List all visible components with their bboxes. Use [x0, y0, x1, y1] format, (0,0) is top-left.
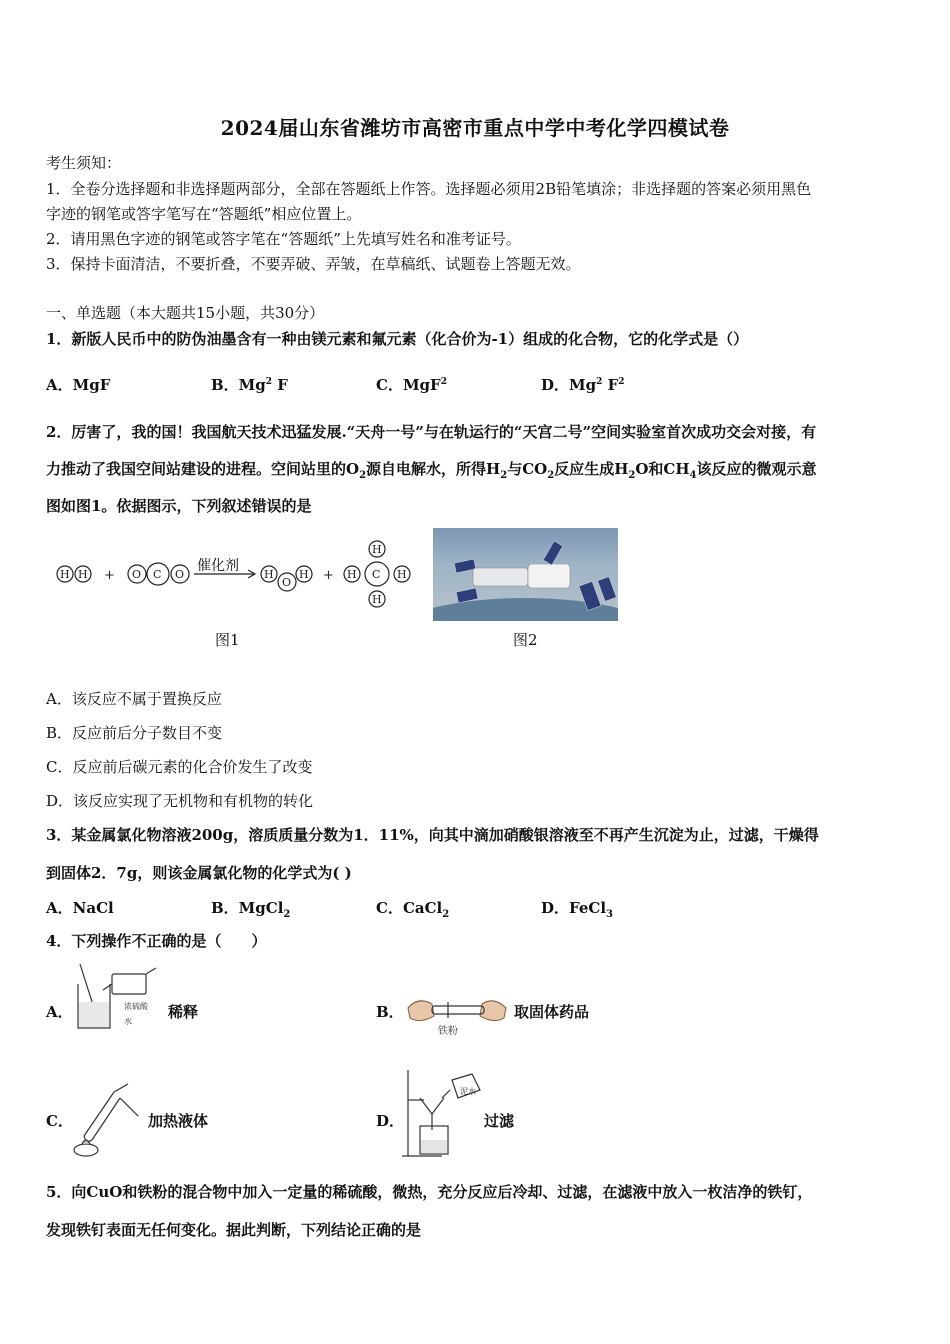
q2-option-b[interactable]: B．反应前后分子数目不变	[46, 724, 223, 742]
water-molecule	[261, 566, 312, 591]
notice-item: 2．请用黑色字迹的钢笔或答字笔在“答题纸”上先填写姓名和准考证号。	[46, 230, 521, 248]
question-2-line1: 2．厉害了，我的国！我国航天技术迅猛发展.“天舟一号”与在轨运行的“天宫二号”空间实验室首次成功交会对接，有	[46, 423, 817, 441]
hydrogen-molecule	[57, 566, 91, 582]
svg-text:H: H	[372, 593, 382, 606]
dilution-beaker-icon	[72, 962, 164, 1034]
question-3-line2: 到固体2．7g，则该金属氯化物的化学式为( )	[46, 864, 352, 882]
q4-option-a-text: 稀释	[168, 1003, 199, 1021]
q4-option-c-label[interactable]: C．	[46, 1112, 73, 1130]
question-2-line3: 图如图1。依据图示，下列叙述错误的是	[46, 497, 312, 515]
space-station-photo	[433, 528, 618, 621]
section-heading: 一、单选题（本大题共15小题，共30分）	[46, 304, 325, 322]
q3-option-c[interactable]: C．CaCl$_2$	[376, 899, 450, 920]
q1-option-b[interactable]: B．Mg$^2$ F	[211, 376, 288, 394]
question-2-line2: 力推动了我国空间站建设的进程。空间站里的$O_2$源自电解水，所得$H_2$与$CO_2$反应生成$H_2O$和$CH_4$该反应的微观示意	[46, 460, 817, 481]
notice-heading: 考生须知：	[46, 154, 122, 172]
filtration-icon	[402, 1068, 484, 1160]
heating-liquid-icon	[70, 1078, 146, 1158]
q1-option-c[interactable]: C．MgF$^2$	[376, 376, 447, 394]
catalyst-label: 催化剂	[197, 558, 239, 574]
question-5-line1: 5．向CuO和铁粉的混合物中加入一定量的稀硫酸，微热，充分反应后冷却、过滤，在滤液中放入一枚洁净的铁钉，	[46, 1183, 813, 1201]
question-1-stem: 1．新版人民币中的防伪油墨含有一种由镁元素和氟元素（化合价为-1）组成的化合物，它的化学式是（）	[46, 330, 749, 348]
svg-text:O: O	[132, 568, 142, 581]
q4-option-a-label[interactable]: A．	[46, 1003, 73, 1021]
label-muddy-water: 泥水	[460, 1087, 476, 1096]
q2-option-d[interactable]: D．该反应实现了无机物和有机物的转化	[46, 792, 314, 810]
q1-option-d[interactable]: D．Mg$^2$ $F^2$	[541, 376, 625, 394]
q3-option-d[interactable]: D．FeCl$_3$	[541, 899, 613, 920]
svg-text:H: H	[60, 568, 70, 581]
svg-text:C: C	[372, 568, 381, 581]
q4-option-d-label[interactable]: D．	[376, 1112, 405, 1130]
space-station-icon	[433, 528, 618, 621]
q3-option-b[interactable]: B．MgCl$_2$	[211, 899, 291, 920]
q4-option-c-text: 加热液体	[148, 1112, 209, 1130]
question-5-line2: 发现铁钉表面无任何变化。据此判断，下列结论正确的是	[46, 1221, 422, 1239]
label-water: 水	[124, 1017, 132, 1026]
q1-option-a[interactable]: A．MgF	[46, 376, 111, 394]
svg-text:O: O	[282, 576, 292, 589]
question-3-line1: 3．某金属氯化物溶液200g，溶质质量分数为1．11%，向其中滴加硝酸银溶液至不再产生沉淀为止，过滤，干燥得	[46, 826, 819, 844]
svg-text:H: H	[299, 568, 309, 581]
reaction-diagram	[50, 535, 420, 615]
solid-reagent-icon	[404, 990, 510, 1038]
q4-option-d-text: 过滤	[484, 1112, 515, 1130]
carbon-dioxide-molecule	[128, 563, 189, 585]
q3-option-a[interactable]: A．NaCl	[46, 899, 114, 917]
svg-text:+: +	[104, 568, 115, 583]
svg-text:H: H	[397, 568, 407, 581]
svg-text:H: H	[264, 568, 274, 581]
label-iron-powder: 铁粉	[438, 1026, 458, 1037]
notice-item: 字迹的钢笔或答字笔写在“答题纸”相应位置上。	[46, 205, 362, 223]
q4-option-b-label[interactable]: B．	[376, 1003, 404, 1021]
svg-text:H: H	[78, 568, 88, 581]
svg-text:H: H	[347, 568, 357, 581]
svg-text:C: C	[153, 568, 162, 581]
notice-item: 1．全卷分选择题和非选择题两部分，全部在答题纸上作答。选择题必须用2B铅笔填涂；非选择题的答案必须用黑色	[46, 180, 812, 198]
page-title: 2024届山东省潍坊市高密市重点中学中考化学四模试卷	[220, 116, 730, 140]
q4-option-b-text: 取固体药品	[514, 1003, 590, 1021]
figure-2-caption: 图2	[513, 631, 538, 649]
notice-item: 3．保持卡面清洁，不要折叠，不要弄破、弄皱，在草稿纸、试题卷上答题无效。	[46, 255, 581, 273]
q2-option-c[interactable]: C．反应前后碳元素的化合价发生了改变	[46, 758, 313, 776]
q2-option-a[interactable]: A．该反应不属于置换反应	[46, 690, 222, 708]
question-4-stem: 4．下列操作不正确的是（ ）	[46, 932, 267, 950]
svg-text:H: H	[372, 543, 382, 556]
svg-text:+: +	[323, 568, 334, 583]
label-sulfuric-acid: 浓硫酸	[124, 1002, 148, 1011]
methane-molecule	[344, 541, 410, 607]
figure-1-caption: 图1	[215, 631, 240, 649]
svg-text:O: O	[175, 568, 185, 581]
